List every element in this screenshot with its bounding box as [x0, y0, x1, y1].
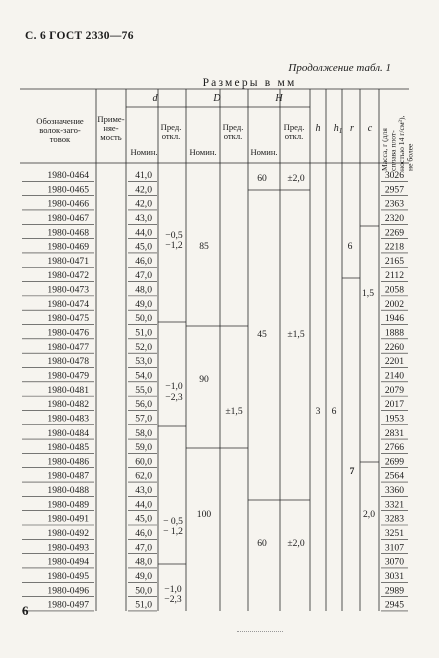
table-row	[22, 285, 408, 296]
row-d-nominal: 52,0	[135, 341, 152, 353]
row-d-nominal: 56,0	[135, 399, 152, 411]
D-deviation: ±1,5	[225, 406, 243, 417]
c-value-2: 2,0	[363, 509, 375, 520]
table-row	[22, 413, 408, 424]
page-header: С. 6 ГОСТ 2330—76	[25, 30, 134, 42]
row-designation: 1980-0489	[47, 499, 89, 511]
d-deviation-upper-4: −1,0	[164, 584, 182, 595]
table-row	[22, 256, 408, 267]
table-row	[22, 299, 408, 310]
row-d-nominal: 43,0	[135, 212, 152, 224]
row-mass: 2002	[384, 298, 404, 310]
d-deviation-lower-4: −2,3	[164, 594, 182, 605]
H-deviation-2: ±1,5	[287, 329, 305, 340]
row-designation: 1980-0485	[47, 442, 89, 454]
row-designation: 1980-0466	[47, 198, 89, 210]
scan-mark	[237, 631, 283, 633]
row-designation: 1980-0477	[47, 341, 89, 353]
table-row	[22, 270, 408, 281]
row-d-nominal: 57,0	[135, 413, 152, 425]
col-applicability-line1: Приме-	[97, 114, 125, 124]
col-mass-header	[380, 116, 415, 171]
row-mass: 2363	[384, 198, 404, 210]
row-d-nominal: 42,0	[135, 184, 152, 196]
table-row	[22, 370, 408, 381]
row-d-nominal: 42,0	[135, 198, 152, 210]
col-designation-line1: Обозначение	[36, 116, 84, 126]
row-mass: 2079	[384, 384, 404, 396]
table-row	[22, 313, 408, 324]
row-mass: 2218	[384, 241, 404, 253]
row-mass: 2269	[384, 227, 404, 239]
row-designation: 1980-0468	[47, 227, 89, 239]
row-designation: 1980-0476	[47, 327, 89, 339]
col-D-deviation-2: откл.	[223, 131, 243, 141]
d-deviation-lower-2: −2,3	[165, 392, 183, 403]
row-designation: 1980-0469	[47, 241, 89, 253]
d-deviation-lower-1: −1,2	[165, 240, 183, 251]
row-mass: 2058	[384, 284, 404, 296]
table-row	[22, 585, 408, 596]
row-mass: 2165	[384, 255, 404, 267]
row-designation: 1980-0495	[47, 570, 89, 582]
col-c-header: c	[367, 123, 373, 134]
row-d-nominal: 46,0	[135, 255, 152, 267]
D-nominal-3: 100	[196, 509, 212, 520]
row-d-nominal: 50,0	[135, 313, 152, 325]
row-designation: 1980-0478	[47, 356, 89, 368]
row-d-nominal: 53,0	[135, 356, 152, 368]
col-H-deviation-1: Пред.	[283, 122, 305, 132]
row-mass: 3026	[384, 170, 404, 181]
table-row	[22, 213, 408, 224]
row-designation: 1980-0484	[47, 427, 89, 439]
col-h-header: h	[315, 123, 321, 134]
row-d-nominal: 45,0	[135, 241, 152, 253]
col-designation-line2: волок-заго-	[39, 125, 81, 135]
row-designation: 1980-0472	[47, 270, 89, 282]
table-row	[22, 399, 408, 410]
r-value-1: 6	[347, 241, 353, 252]
c-value-1: 1,5	[362, 288, 374, 299]
row-d-nominal: 54,0	[135, 370, 152, 382]
row-designation: 1980-0488	[47, 485, 89, 497]
page-number: 6	[22, 603, 29, 618]
H-nominal-3: 60	[257, 538, 267, 549]
col-D-nominal: Номин.	[189, 147, 217, 157]
col-H-nominal: Номин.	[250, 147, 278, 157]
table-row	[22, 342, 408, 353]
table-row	[22, 571, 408, 582]
col-h1-header: $h_1$	[333, 123, 343, 135]
col-D-deviation-1: Пред.	[222, 122, 244, 132]
D-nominal-1: 85	[199, 241, 209, 252]
d-deviation-upper-2: −1,0	[165, 381, 183, 392]
row-designation: 1980-0494	[47, 556, 89, 568]
h-value: 3	[315, 406, 321, 417]
row-mass: 2989	[384, 585, 404, 597]
row-designation: 1980-0467	[47, 212, 89, 224]
col-D-header: D	[213, 93, 221, 104]
row-mass: 2766	[384, 442, 404, 454]
row-mass: 2320	[384, 212, 404, 224]
row-designation: 1980-0486	[47, 456, 89, 468]
table-continuation: Продолжение табл. 1	[288, 62, 391, 74]
table-title: Размеры в мм	[202, 77, 297, 89]
row-designation: 1980-0471	[47, 255, 89, 267]
col-applicability-line3: мость	[100, 132, 122, 142]
row-designation: 1980-0487	[47, 470, 89, 482]
row-mass: 3107	[384, 542, 404, 554]
row-d-nominal: 62,0	[135, 470, 152, 482]
col-d-deviation-2: откл.	[161, 131, 181, 141]
row-designation: 1980-0479	[47, 370, 89, 382]
svg-text:Масса, г (для: Масса, г (для	[380, 128, 389, 171]
table-row	[22, 328, 408, 339]
row-designation: 1980-0492	[47, 528, 89, 539]
row-mass: 2945	[384, 599, 404, 611]
col-designation-line3: товок	[49, 134, 71, 144]
row-designation: 1980-0465	[47, 184, 89, 196]
row-d-nominal: 44,0	[135, 227, 152, 239]
row-d-nominal: 51,0	[135, 327, 152, 339]
row-d-nominal: 48,0	[135, 556, 152, 568]
table-row	[22, 385, 408, 396]
row-d-nominal: 41,0	[135, 170, 152, 181]
H-nominal-1: 60	[257, 173, 267, 184]
row-d-nominal: 49,0	[135, 570, 152, 582]
col-applicability-line2: няе-	[103, 123, 119, 133]
row-mass: 2201	[384, 356, 404, 368]
row-d-nominal: 58,0	[135, 427, 152, 439]
row-mass: 2564	[384, 470, 404, 482]
row-d-nominal: 46,0	[135, 528, 152, 539]
table-row	[22, 428, 408, 439]
row-mass: 2140	[384, 370, 404, 382]
table-row	[22, 542, 408, 553]
row-designation: 1980-0497	[47, 599, 89, 611]
table-row	[22, 356, 408, 367]
row-d-nominal: 51,0	[135, 599, 152, 611]
row-designation: 1980-0475	[47, 313, 89, 325]
row-d-nominal: 47,0	[135, 542, 152, 554]
row-mass: 1888	[384, 327, 404, 339]
table-row	[22, 227, 408, 238]
h1-value: 6	[331, 406, 337, 417]
d-deviation-upper-1: −0,5	[165, 230, 183, 241]
row-mass: 3360	[384, 485, 404, 497]
table-row	[22, 528, 408, 539]
d-deviation-upper-3: − 0,5	[163, 516, 183, 527]
row-d-nominal: 44,0	[135, 499, 152, 511]
row-designation: 1980-0493	[47, 542, 89, 554]
table-row	[22, 557, 408, 568]
row-mass: 2017	[384, 399, 404, 411]
table-row	[22, 184, 408, 195]
table-row	[22, 170, 408, 181]
row-mass: 1946	[384, 313, 404, 325]
row-designation: 1980-0491	[47, 513, 89, 525]
H-deviation-1: ±2,0	[287, 173, 305, 184]
row-designation: 1980-0482	[47, 399, 89, 411]
row-mass: 3321	[384, 499, 404, 511]
H-nominal-2: 45	[257, 329, 267, 340]
svg-text:ностью 14 г/см³),: ностью 14 г/см³),	[397, 115, 406, 171]
table-row	[22, 600, 408, 611]
row-mass: 3031	[384, 570, 404, 582]
d-deviation-lower-3: − 1,2	[163, 526, 183, 537]
col-d-deviation-1: Пред.	[160, 122, 182, 132]
row-designation: 1980-0464	[47, 170, 89, 181]
col-H-header: H	[275, 93, 283, 104]
row-mass: 1953	[384, 413, 404, 425]
table-row	[22, 485, 408, 496]
row-mass: 2699	[384, 456, 404, 468]
col-r-header: r	[350, 123, 354, 134]
table-row	[22, 499, 408, 510]
row-d-nominal: 60,0	[135, 456, 152, 468]
row-designation: 1980-0481	[47, 384, 89, 396]
row-d-nominal: 59,0	[135, 442, 152, 454]
r-value-2: 7	[349, 466, 355, 477]
row-designation: 1980-0474	[47, 298, 89, 310]
row-mass: 2260	[384, 341, 404, 353]
row-d-nominal: 45,0	[135, 513, 152, 525]
row-mass: 2112	[385, 270, 404, 282]
row-d-nominal: 43,0	[135, 485, 152, 497]
D-nominal-2: 90	[199, 374, 209, 385]
svg-text:не более: не более	[405, 143, 415, 171]
row-designation: 1980-0483	[47, 413, 89, 425]
row-d-nominal: 49,0	[135, 298, 152, 310]
col-d-nominal: Номин.	[130, 147, 158, 157]
table-row	[22, 514, 408, 525]
H-deviation-3: ±2,0	[287, 538, 305, 549]
row-d-nominal: 47,0	[135, 270, 152, 282]
row-d-nominal: 50,0	[135, 585, 152, 597]
row-mass: 3251	[384, 528, 404, 539]
row-mass: 2831	[384, 427, 404, 439]
row-mass: 2957	[384, 184, 404, 196]
table-row	[22, 199, 408, 210]
row-mass: 3283	[384, 513, 404, 525]
row-designation: 1980-0496	[47, 585, 89, 597]
col-H-deviation-2: откл.	[284, 131, 304, 141]
col-d-header: d	[152, 93, 158, 104]
row-mass: 3070	[384, 556, 404, 568]
row-d-nominal: 48,0	[135, 284, 152, 296]
row-d-nominal: 55,0	[135, 384, 152, 396]
svg-text:сплава плот-: сплава плот-	[388, 130, 398, 171]
row-designation: 1980-0473	[47, 284, 89, 296]
